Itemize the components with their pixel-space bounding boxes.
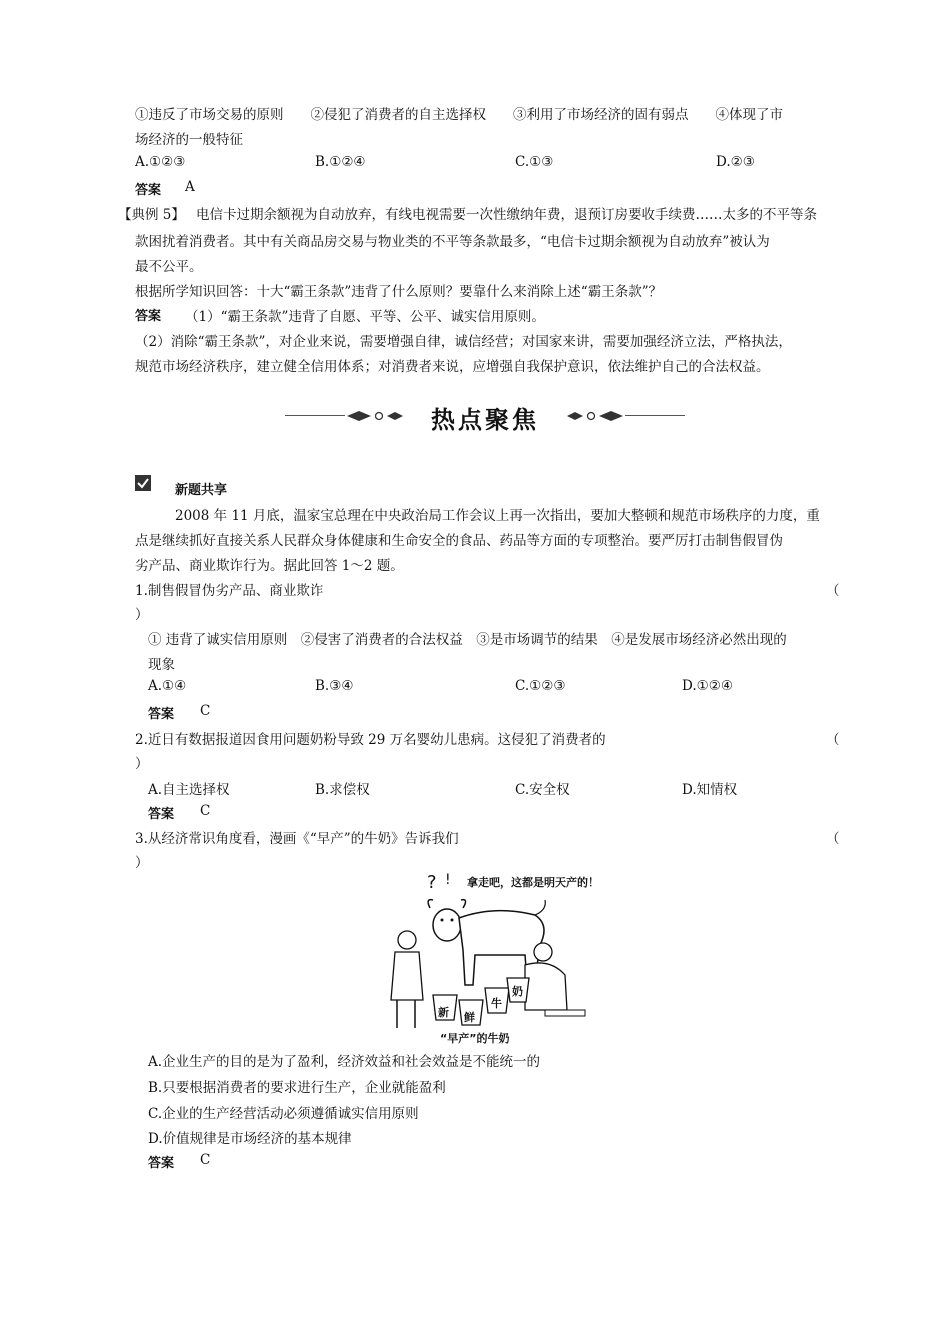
q2-option-b: B.求偿权	[315, 782, 370, 798]
cartoon-caption: “早产”的牛奶	[440, 1032, 510, 1045]
cartoon-illustration	[375, 870, 615, 1048]
q2-paren-close: ）	[135, 756, 149, 772]
q3-paren-close: ）	[135, 855, 149, 871]
q1-paren-close: ）	[135, 607, 149, 623]
intro-line-1: 2008 年 11 月底，温家宝总理在中央政治局工作会议上再一次指出，要加大整顿和规范市场秩序的力度，重	[175, 508, 820, 524]
q1-paren-open: （	[826, 583, 840, 599]
cartoon-speech: 拿走吧，这都是明天产的！	[467, 876, 599, 889]
bucket-label-1: 新	[438, 1006, 449, 1019]
top-option-a: A.①②③	[135, 154, 186, 170]
svg-text:?: ?	[427, 872, 437, 893]
cow-milking-cartoon-icon	[375, 870, 615, 1048]
banner-right-line	[625, 415, 685, 416]
q1-option-d: D.①②④	[682, 678, 733, 694]
banner-title: 热点聚焦	[431, 406, 539, 434]
top-answer-label: 答案	[135, 183, 162, 198]
q2-paren-open: （	[826, 732, 840, 748]
q3-answer-label: 答案	[148, 1156, 175, 1171]
bucket-label-3: 牛	[491, 997, 502, 1010]
example5-tag: 【典例 5】	[118, 207, 185, 223]
q3-stem: 3.从经济常识角度看，漫画《“早产”的牛奶》告诉我们	[135, 831, 459, 847]
top-answer-value: A	[185, 179, 195, 195]
example5-answer-line-1: （1）“霸王条款”违背了自愿、平等、公平、诚实信用原则。	[185, 309, 545, 325]
top-option-c: C.①③	[515, 154, 554, 170]
q2-option-a: A.自主选择权	[148, 782, 230, 798]
q1-option-a: A.①④	[148, 678, 187, 694]
q3-paren-open: （	[826, 831, 840, 847]
intro-line-2: 点是继续抓好直接关系人民群众身体健康和生命安全的食品、药品等方面的专项整治。要严厉打击制售假冒伪	[135, 533, 783, 549]
q3-option-c: C.企业的生产经营活动必须遵循诚实信用原则	[148, 1106, 419, 1122]
svg-text:!: !	[445, 872, 451, 888]
top-question-line-1: ①违反了市场交易的原则 ②侵犯了消费者的自主选择权 ③利用了市场经济的固有弱点 ④体现了市	[135, 107, 783, 123]
example5-answer-line-2: （2）消除“霸王条款”，对企业来说，需要增强自律，诚信经营；对国家来讲，需要加强经济立法，严格执法，	[135, 334, 792, 350]
q2-stem: 2.近日有数据报道因食用问题奶粉导致 29 万名婴幼儿患病。这侵犯了消费者的	[135, 732, 606, 748]
top-option-d: D.②③	[716, 154, 755, 170]
bucket-label-4: 奶	[512, 985, 523, 998]
q1-option-b: B.③④	[315, 678, 354, 694]
section-title: 新题共享	[175, 483, 228, 498]
section-banner	[285, 398, 685, 434]
example5-line-3: 最不公平。	[135, 259, 203, 275]
q1-items-line-2: 现象	[148, 657, 175, 673]
example5-question: 根据所学知识回答：十大“霸王条款”违背了什么原则？要靠什么来消除上述“霸王条款”？	[135, 284, 663, 300]
q3-option-b: B.只要根据消费者的要求进行生产，企业就能盈利	[148, 1080, 446, 1096]
checkbox-icon	[135, 475, 151, 491]
q2-option-c: C.安全权	[515, 782, 570, 798]
example5-line-1: 电信卡过期余额视为自动放弃，有线电视需要一次性缴纳年费，退预订房要收手续费……太多的不平等条	[196, 207, 817, 223]
q1-option-c: C.①②③	[515, 678, 566, 694]
bucket-label-2: 鲜	[464, 1011, 475, 1024]
q3-answer-value: C	[200, 1152, 211, 1168]
q1-stem: 1.制售假冒伪劣产品、商业欺诈	[135, 583, 324, 599]
example5-line-2: 款困扰着消费者。其中有关商品房交易与物业类的不平等条款最多，“电信卡过期余额视为自动放弃”被认为	[135, 234, 770, 250]
q2-answer-label: 答案	[148, 807, 175, 822]
intro-line-3: 劣产品、商业欺诈行为。据此回答 1～2 题。	[135, 558, 404, 574]
q1-items-line-1: ① 违背了诚实信用原则 ②侵害了消费者的合法权益 ③是市场调节的结果 ④是发展市场经济必然出现的	[148, 632, 787, 648]
banner-right-ornament-icon	[565, 408, 625, 424]
example5-answer-line-3: 规范市场经济秩序，建立健全信用体系；对消费者来说，应增强自我保护意识，依法维护自己的合法权益。	[135, 359, 770, 375]
q1-answer-value: C	[200, 703, 211, 719]
top-question-line-2: 场经济的一般特征	[135, 132, 243, 148]
q2-answer-value: C	[200, 803, 211, 819]
example5-answer-label: 答案	[135, 309, 162, 324]
top-option-b: B.①②④	[315, 154, 366, 170]
q1-answer-label: 答案	[148, 707, 175, 722]
q3-option-d: D.价值规律是市场经济的基本规律	[148, 1131, 352, 1147]
q2-option-d: D.知情权	[682, 782, 738, 798]
q3-option-a: A.企业生产的目的是为了盈利，经济效益和社会效益是不能统一的	[148, 1054, 541, 1070]
